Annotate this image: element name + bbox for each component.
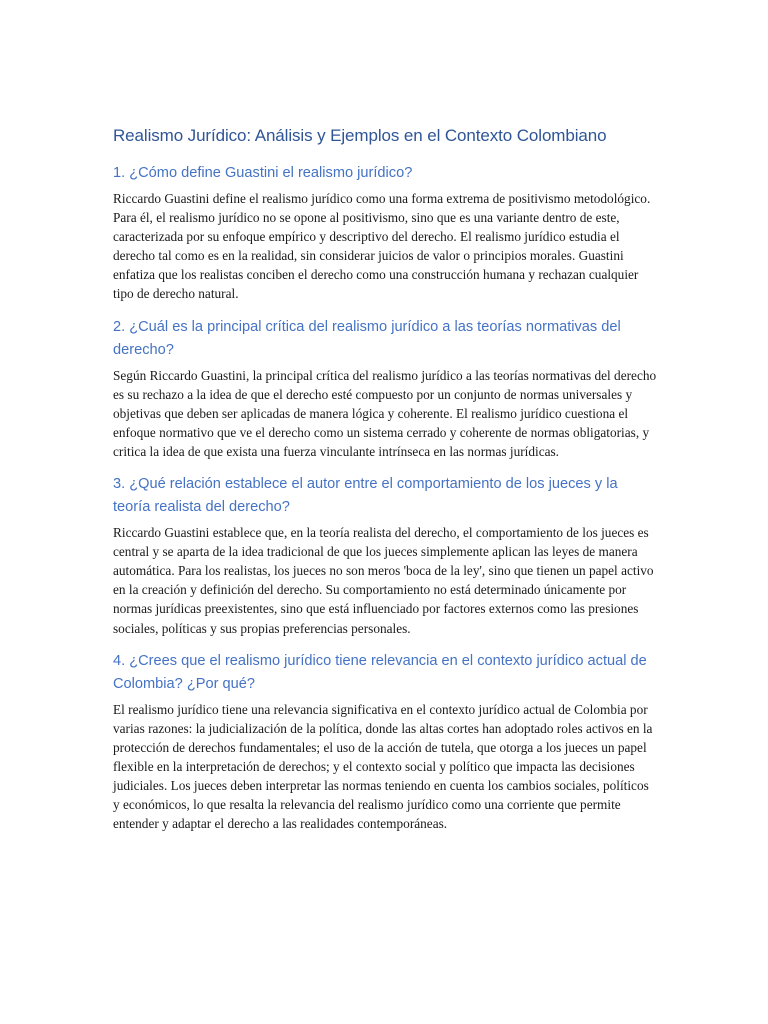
section-body: Riccardo Guastini define el realismo jurídico como una forma extrema de positivismo metodológico. Para él, el realismo jurídico no se opone al positivismo, sino que es una variante dentro de este, caracterizada por su enfoque empírico y descriptivo del derecho. El realismo jurídico estudia el derecho tal como es en la realidad, sin considerar juicios de valor o principios morales. Guastini enfatiza que los realistas conciben el derecho como una construcción humana y rechazan cualquier tipo de derecho natural.: [113, 191, 651, 302]
document-content: [113, 124, 657, 845]
section-2: [113, 316, 657, 461]
section-4: [113, 650, 657, 834]
section-1: [113, 162, 657, 304]
section-heading: 1. ¿Cómo define Guastini el realismo jurídico?: [113, 165, 413, 181]
section-heading: 4. ¿Crees que el realismo jurídico tiene relevancia en el contexto jurídico actual de Colombia? ¿Por qué?: [113, 652, 647, 692]
section-body: Según Riccardo Guastini, la principal crítica del realismo jurídico a las teorías normativas del derecho es su rechazo a la idea de que el derecho esté compuesto por un conjunto de normas universales y objetivas que deben ser aplicadas de manera lógica y coherente. El realismo jurídico cuestiona el enfoque normativo que ve el derecho como un sistema cerrado y coherente de normas obligatorias, y critica la idea de que exista una fuerza vinculante intrínseca en las normas jurídicas.: [113, 367, 657, 459]
section-body: El realismo jurídico tiene una relevancia significativa en el contexto jurídico actual de Colombia por varias razones: la judicialización de la política, donde las altas cortes han adoptado roles activos en la protección de derechos fundamentales; el uso de la acción de tutela, que otorga a los jueces un papel flexible en la interpretación de derechos; y el contexto social y político que impacta las decisiones judiciales. Los jueces deben interpretar las normas teniendo en cuenta los cambios sociales, políticos y económicos, lo que resalta la relevancia del realismo jurídico como una corriente que permite entender y adaptar el derecho a las realidades contemporáneas.: [113, 701, 653, 832]
section-heading: 2. ¿Cuál es la principal crítica del realismo jurídico a las teorías normativas del derecho?: [113, 318, 621, 358]
section-heading: 3. ¿Qué relación establece el autor entre el comportamiento de los jueces y la teoría realista del derecho?: [113, 476, 618, 516]
document-title: Realismo Jurídico: Análisis y Ejemplos en el Contexto Colombiano: [113, 126, 607, 145]
section-body: Riccardo Guastini establece que, en la teoría realista del derecho, el comportamiento de los jueces es central y se aparta de la idea tradicional de que los jueces simplemente aplican las leyes de manera automática. Para los realistas, los jueces no son meros 'boca de la ley', sino que tienen un papel activo en la creación y definición del derecho. Su comportamiento no está determinado únicamente por normas jurídicas preexistentes, sino que está influenciado por factores externos como las presiones sociales, políticas y sus propias preferencias personales.: [113, 525, 654, 636]
section-3: [113, 473, 657, 638]
